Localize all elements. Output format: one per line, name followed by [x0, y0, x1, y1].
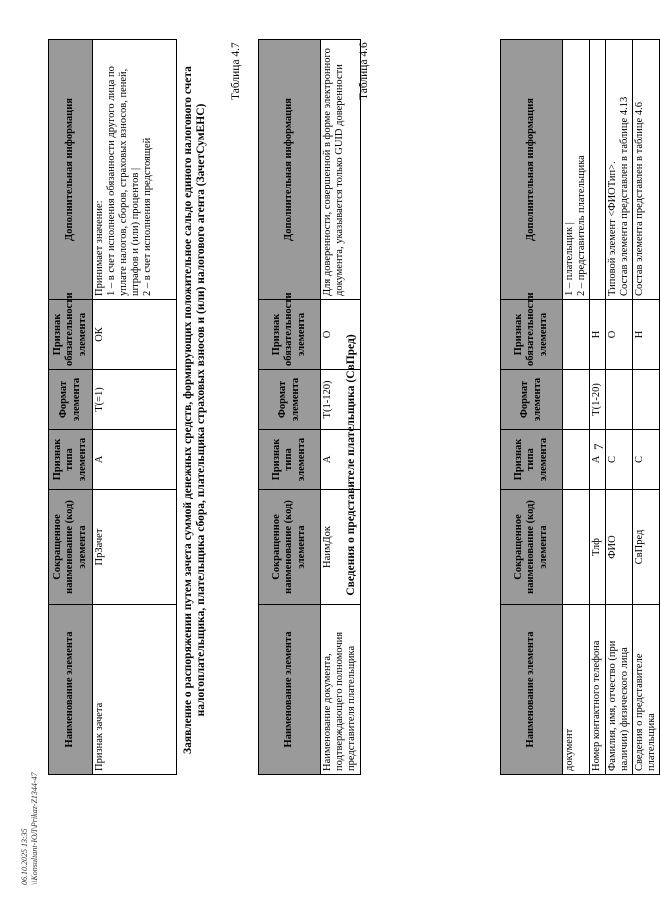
cell-required: Н: [590, 300, 606, 370]
table-4-6-title: Сведения о представителе плательщика (СвПред): [345, 334, 357, 596]
header-info: Дополнительная информация: [49, 40, 93, 300]
header-required: Признак обязательности элемента: [49, 300, 93, 370]
header-required: Признак обязательности элемента: [501, 300, 563, 370]
page-number: 7: [591, 443, 606, 450]
cell-info: Типовой элемент <ФИОТип>. Состав элемента представлен в таблице 4.13: [606, 40, 633, 300]
stamp-line-1: 06.10.2025 13:35: [20, 828, 29, 885]
cell-format: [633, 370, 660, 430]
cell-info: 1 – плательщик | 2 – представитель плательщика: [563, 40, 590, 300]
cell-name: Наименование документа, подтверждающего полномочия представителя плательщика: [321, 605, 361, 775]
cell-code: ПрЗачет: [93, 490, 177, 605]
cell-type: А: [321, 430, 361, 490]
header-code: Сокращенное наименование (код) элемента: [259, 490, 321, 605]
cell-info: Принимает значение: 1 – в счет исполнения обязанности другого лица по уплате налогов, сборов, страховых взносов, пеней, штрафов и (или) процентов | 2 – в счет исполнения предстоящей: [93, 40, 177, 300]
header-format: Формат элемента: [259, 370, 321, 430]
cell-required: ОК: [93, 300, 177, 370]
cell-name: Фамилия, имя, отчество (при наличии) физического лица: [606, 605, 633, 775]
table-4-7-title: Заявление о распоряжении путем зачета суммой денежных средств, формирующих положительное сальдо единого налогового счета налогоплательщика, плательщика сбора, плательщика страховых взносов и (или) налогового агента (ЗачетСумЕНС): [182, 66, 208, 754]
header-info: Дополнительная информация: [259, 40, 321, 300]
stamp-line-2: \\Konsultant-ЮЛ\Prikaz-Z1344-47: [29, 772, 39, 885]
cell-name: Сведения о представителе плательщика: [633, 605, 660, 775]
header-info: Дополнительная информация: [501, 40, 563, 300]
cell-type: С: [633, 430, 660, 490]
cell-type: А: [590, 430, 606, 490]
cell-type: С: [606, 430, 633, 490]
header-type: Признак типа элемента: [501, 430, 563, 490]
header-type: Признак типа элемента: [49, 430, 93, 490]
table-row: [563, 40, 590, 775]
table-4-5: [500, 39, 660, 775]
cell-name: Признак зачета: [93, 605, 177, 775]
cell-format: [606, 370, 633, 430]
header-code: Сокращенное наименование (код) элемента: [49, 490, 93, 605]
cell-type: [563, 430, 590, 490]
print-stamp: [20, 772, 39, 885]
table-row: [590, 40, 606, 775]
table-4-7: [48, 39, 177, 775]
header-type: Признак типа элемента: [259, 430, 321, 490]
table-header-row: [259, 40, 321, 775]
cell-required: Н: [633, 300, 660, 370]
cell-code: ФИО: [606, 490, 633, 605]
cell-format: T(=1): [93, 370, 177, 430]
table-row: [633, 40, 660, 775]
cell-required: О: [606, 300, 633, 370]
cell-info: [590, 40, 606, 300]
table-4-7-label: Таблица 4.7: [230, 42, 242, 100]
cell-format: T(1-120): [321, 370, 361, 430]
cell-type: А: [93, 430, 177, 490]
cell-name: документ: [563, 605, 590, 775]
cell-code: Тлф: [590, 490, 606, 605]
header-code: Сокращенное наименование (код) элемента: [501, 490, 563, 605]
header-required: Признак обязательности элемента: [259, 300, 321, 370]
table-row: [606, 40, 633, 775]
header-name: Наименование элемента: [49, 605, 93, 775]
cell-info: Для доверенности, совершенной в форме электронного документа, указывается только GUID доверенности: [321, 40, 361, 300]
cell-code: [563, 490, 590, 605]
header-format: Формат элемента: [49, 370, 93, 430]
table-header-row: [49, 40, 93, 775]
cell-name: Номер контактного телефона: [590, 605, 606, 775]
table-header-row: [501, 40, 563, 775]
cell-required: [563, 300, 590, 370]
cell-info: Состав элемента представлен в таблице 4.6: [633, 40, 660, 300]
cell-code: СвПред: [633, 490, 660, 605]
header-name: Наименование элемента: [259, 605, 321, 775]
table-4-6: [258, 39, 361, 775]
table-4-6-label: Таблица 4.6: [358, 42, 370, 100]
table-row: [93, 40, 177, 775]
cell-format: T(1-20): [590, 370, 606, 430]
cell-format: [563, 370, 590, 430]
cell-required: О: [321, 300, 361, 370]
header-format: Формат элемента: [501, 370, 563, 430]
cell-code: НаимДок: [321, 490, 361, 605]
table-row: [321, 40, 361, 775]
header-name: Наименование элемента: [501, 605, 563, 775]
